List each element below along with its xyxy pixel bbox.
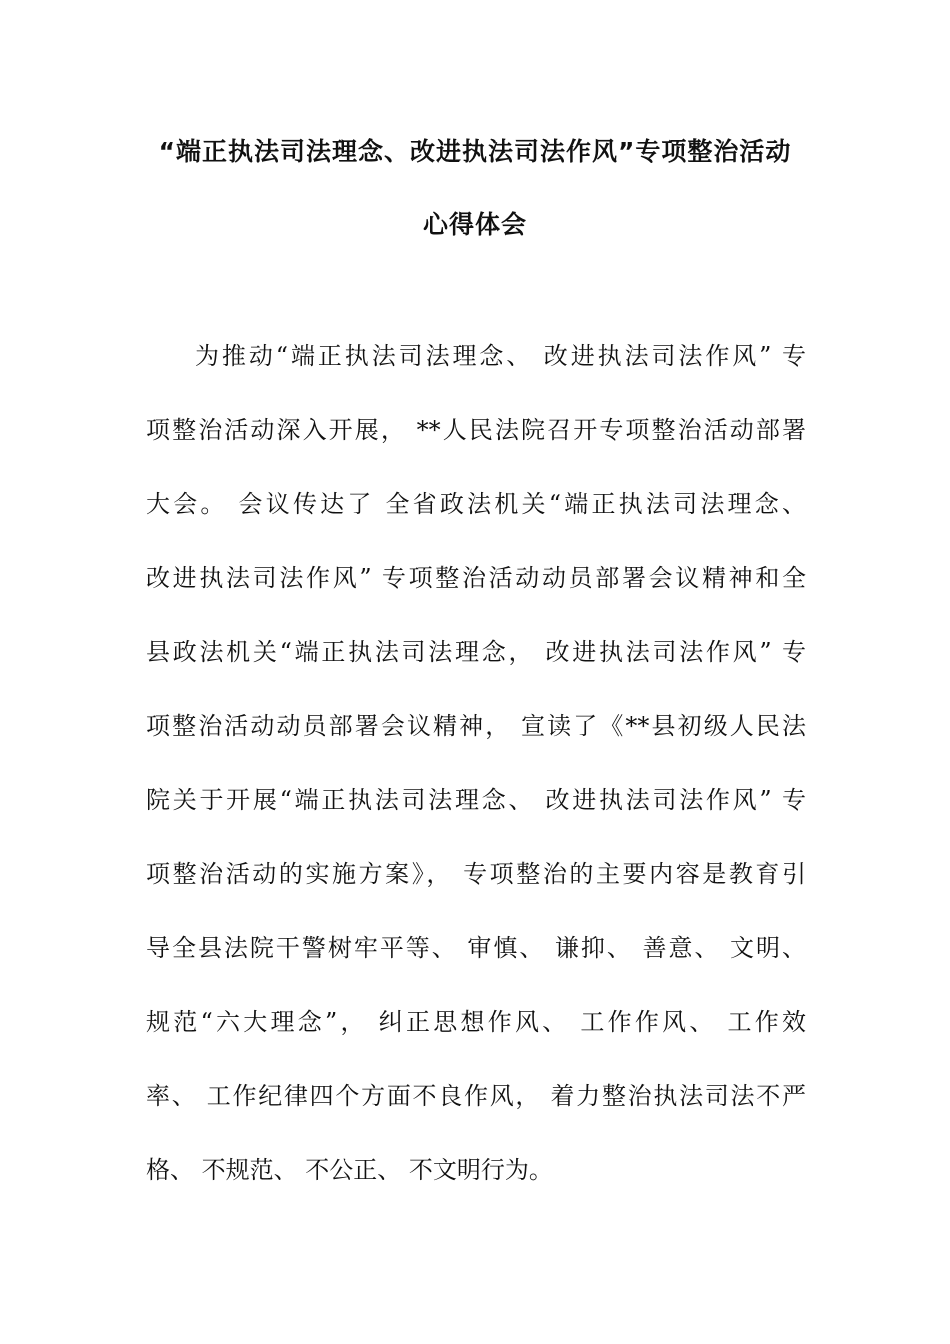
- document-title-line-1: “端正执法司法理念、改进执法司法作风”专项整治活动: [158, 137, 792, 166]
- paragraph-line-2: 项整治活动深入开展， **人民法院召开专项整治活动部署: [146, 416, 806, 444]
- paragraph-line-4: 改进执法司法作风” 专项整治活动动员部署会议精神和全: [146, 564, 806, 592]
- paragraph-line-1: 为推动“端正执法司法理念、 改进执法司法作风” 专: [195, 342, 806, 370]
- paragraph-line-9: 导全县法院干警树牢平等、 审慎、 谦抑、 善意、 文明、: [146, 934, 806, 962]
- paragraph-line-7: 院关于开展“端正执法司法理念、 改进执法司法作风” 专: [146, 786, 806, 814]
- paragraph-line-8: 项整治活动的实施方案》， 专项整治的主要内容是教育引: [146, 860, 806, 888]
- paragraph-line-10: 规范“六大理念”， 纠正思想作风、 工作作风、 工作效: [146, 1008, 806, 1036]
- document-title-line-2: 心得体会: [422, 210, 527, 239]
- paragraph-line-12: 格、 不规范、 不公正、 不文明行为。: [146, 1156, 553, 1184]
- paragraph-line-3: 大会。 会议传达了 全省政法机关“端正执法司法理念、: [146, 490, 806, 518]
- paragraph-line-6: 项整治活动动员部署会议精神， 宣读了《**县初级人民法: [146, 712, 806, 740]
- paragraph-line-11: 率、 工作纪律四个方面不良作风， 着力整治执法司法不严: [146, 1082, 806, 1110]
- paragraph-line-5: 县政法机关“端正执法司法理念， 改进执法司法作风” 专: [146, 638, 806, 666]
